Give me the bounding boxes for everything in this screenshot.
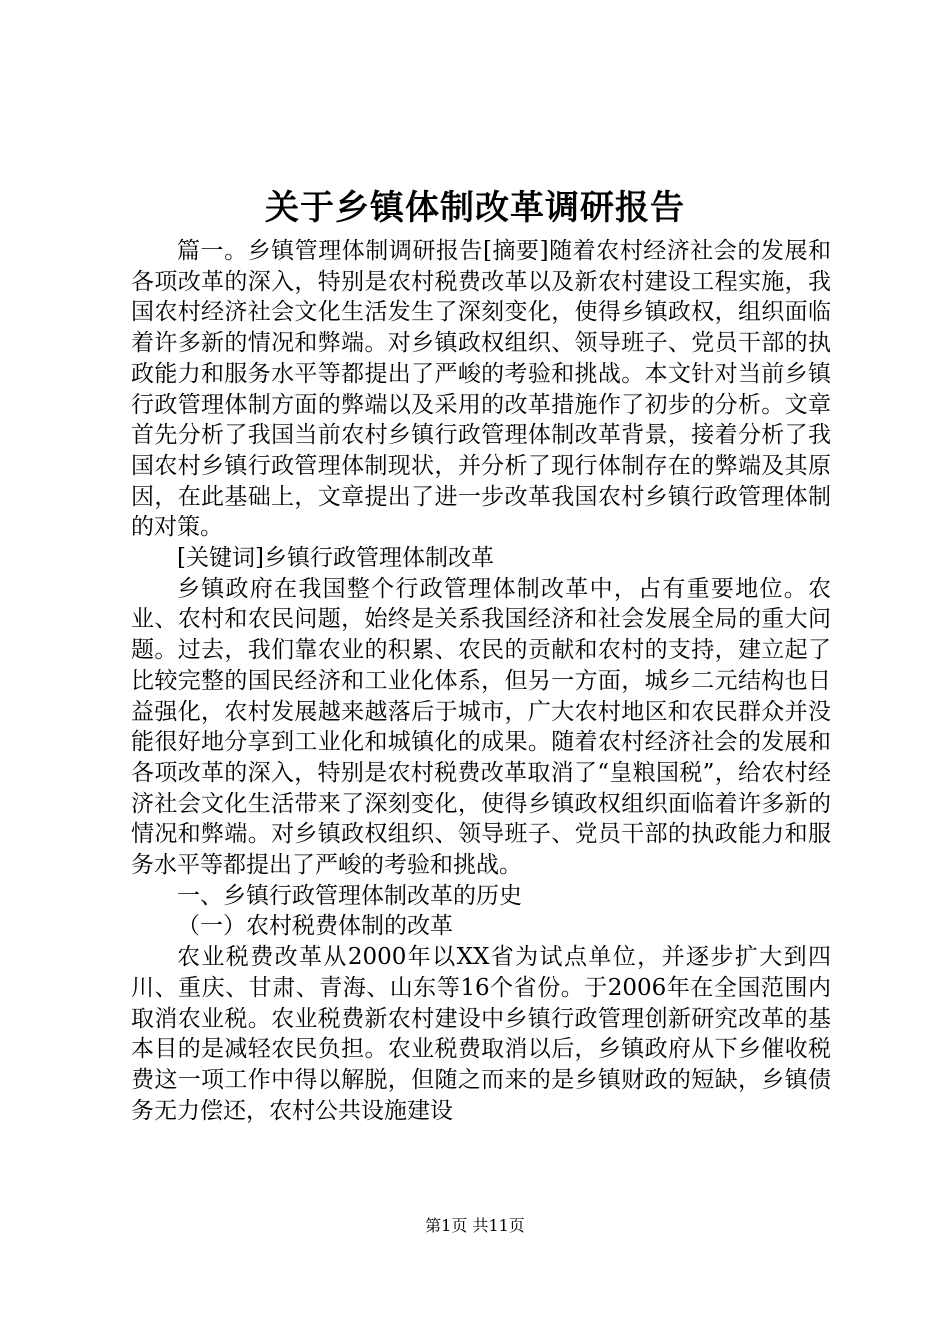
keywords-line: [关键词]乡镇行政管理体制改革 <box>177 545 494 572</box>
page-number-footer: 第1页 共11页 <box>425 1216 525 1235</box>
body-paragraph: 乡镇政府在我国整个行政管理体制改革中，占有重要地位。农业、农村和农民问题，始终是关系我国经济和社会发展全局的重大问题。过去，我们靠农业的积累、农民的贡献和农村的支持，建立起了比较完整的国民经济和工业化体系，但另一方面，城乡二元结构也日益强化，农村发展越来越落后于城市，广大农村地区和农民群众并没能很好地分享到工业化和城镇化的成果。随着农村经济社会的发展和各项改革的深入，特别是农村税费改革取消了“皇粮国税”，给农村经济社会文化生活带来了深刻变化，使得乡镇政权组织面临着许多新的情况和弊端。对乡镇政权组织、领导班子、党员干部的执政能力和服务水平等都提出了严峻的考验和挑战。 <box>131 575 831 879</box>
section-heading: 一、乡镇行政管理体制改革的历史 <box>177 882 522 909</box>
subsection-heading: （一）农村税费体制的改革 <box>177 913 453 940</box>
document-body <box>131 236 831 1126</box>
body-paragraph: 农业税费改革从2000年以XX省为试点单位，并逐步扩大到四川、重庆、甘肃、青海、山东等16个省份。于2006年在全国范围内取消农业税。农业税费新农村建设中乡镇行政管理创新研究改革的基本目的是减轻农民负担。农业税费取消以后，乡镇政府从下乡催收税费这一项工作中得以解脱，但随之而来的是乡镇财政的短缺，乡镇债务无力偿还，农村公共设施建设 <box>131 944 831 1124</box>
abstract-paragraph: 篇一。乡镇管理体制调研报告[摘要]随着农村经济社会的发展和各项改革的深入，特别是农村税费改革以及新农村建设工程实施，我国农村经济社会文化生活发生了深刻变化，使得乡镇政权，组织面临着许多新的情况和弊端。对乡镇政权组织、领导班子、党员干部的执政能力和服务水平等都提出了严峻的考验和挑战。本文针对当前乡镇行政管理体制方面的弊端以及采用的改革措施作了初步的分析。文章首先分析了我国当前农村乡镇行政管理体制改革背景，接着分析了我国农村乡镇行政管理体制现状，并分析了现行体制存在的弊端及其原因，在此基础上，文章提出了进一步改革我国农村乡镇行政管理体制的对策。 <box>131 238 831 541</box>
document-title: 关于乡镇体制改革调研报告 <box>265 188 685 228</box>
